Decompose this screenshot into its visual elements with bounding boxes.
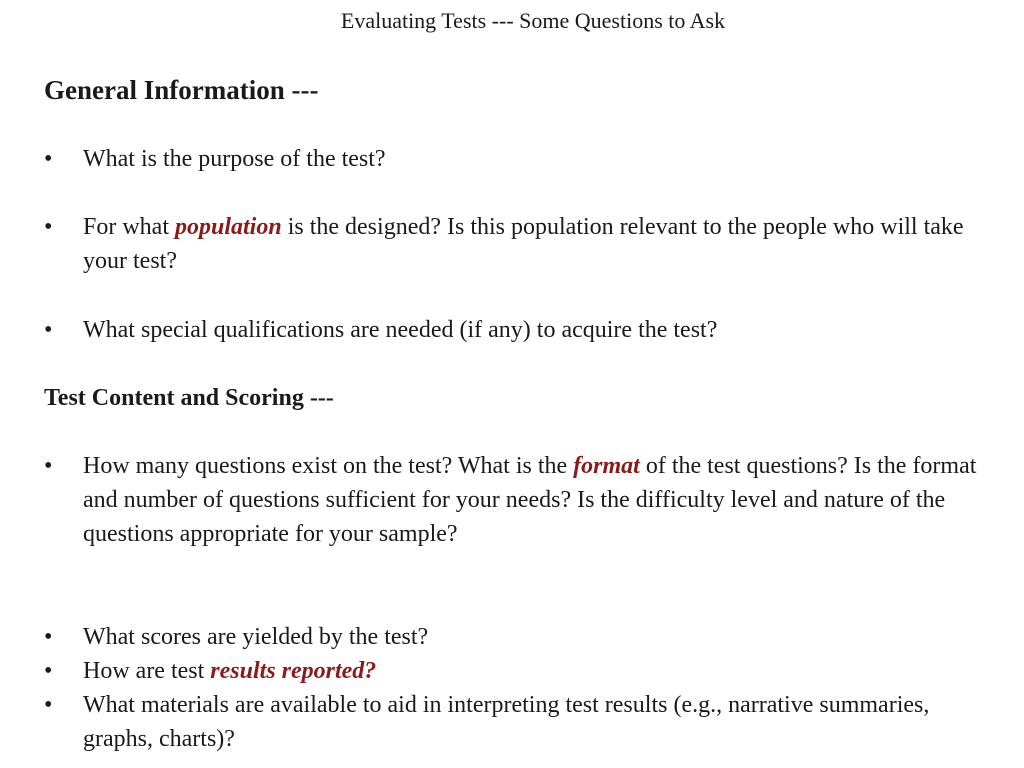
bullet-icon: • (44, 146, 53, 172)
bullet-text-after: is the designed? Is this population relevant to the people who will take your test? (83, 214, 964, 274)
section-heading-general-information: General Information --- (44, 75, 319, 105)
bullet-icon: • (44, 214, 53, 240)
bullet-item-qualifications (44, 313, 984, 347)
slide-title: Evaluating Tests --- Some Questions to Ask (340, 8, 726, 33)
bullet-text: What special qualifications are needed (if any) to acquire the test? (83, 317, 718, 343)
bullet-text: What scores are yielded by the test? (83, 624, 429, 650)
bullet-text (83, 449, 984, 551)
bullet-icon: • (44, 624, 53, 650)
emphasis-results-reported: results reported? (210, 658, 377, 684)
bullet-text (83, 654, 984, 688)
emphasis-format: format (573, 453, 640, 479)
bullet-icon: • (44, 658, 53, 684)
bullet-icon: • (44, 692, 53, 718)
bullet-text (83, 210, 984, 278)
emphasis-population: population (175, 214, 282, 240)
bullet-item-materials (44, 688, 984, 756)
bullet-icon: • (44, 317, 53, 343)
bullet-item-results (44, 654, 984, 688)
bullet-text-after: of the test questions? Is the format and number of questions sufficient for your needs? Is the difficulty level and nature of the questions appropriate for your sample? (83, 453, 977, 547)
bullet-item-purpose (44, 142, 984, 176)
bullet-text: What materials are available to aid in interpreting test results (e.g., narrative summaries, graphs, charts)? (83, 692, 930, 752)
bullet-item-scores (44, 620, 984, 654)
bullet-text-before: How many questions exist on the test? What is the (83, 453, 574, 479)
bullet-text: What is the purpose of the test? (83, 146, 386, 172)
bullet-text-before: How are test (83, 658, 211, 684)
section-heading-test-content-scoring: Test Content and Scoring --- (44, 385, 334, 411)
bullet-icon: • (44, 453, 53, 479)
bullet-text-before: For what (83, 214, 175, 240)
bullet-item-population (44, 210, 984, 278)
bullet-item-format (44, 449, 984, 551)
